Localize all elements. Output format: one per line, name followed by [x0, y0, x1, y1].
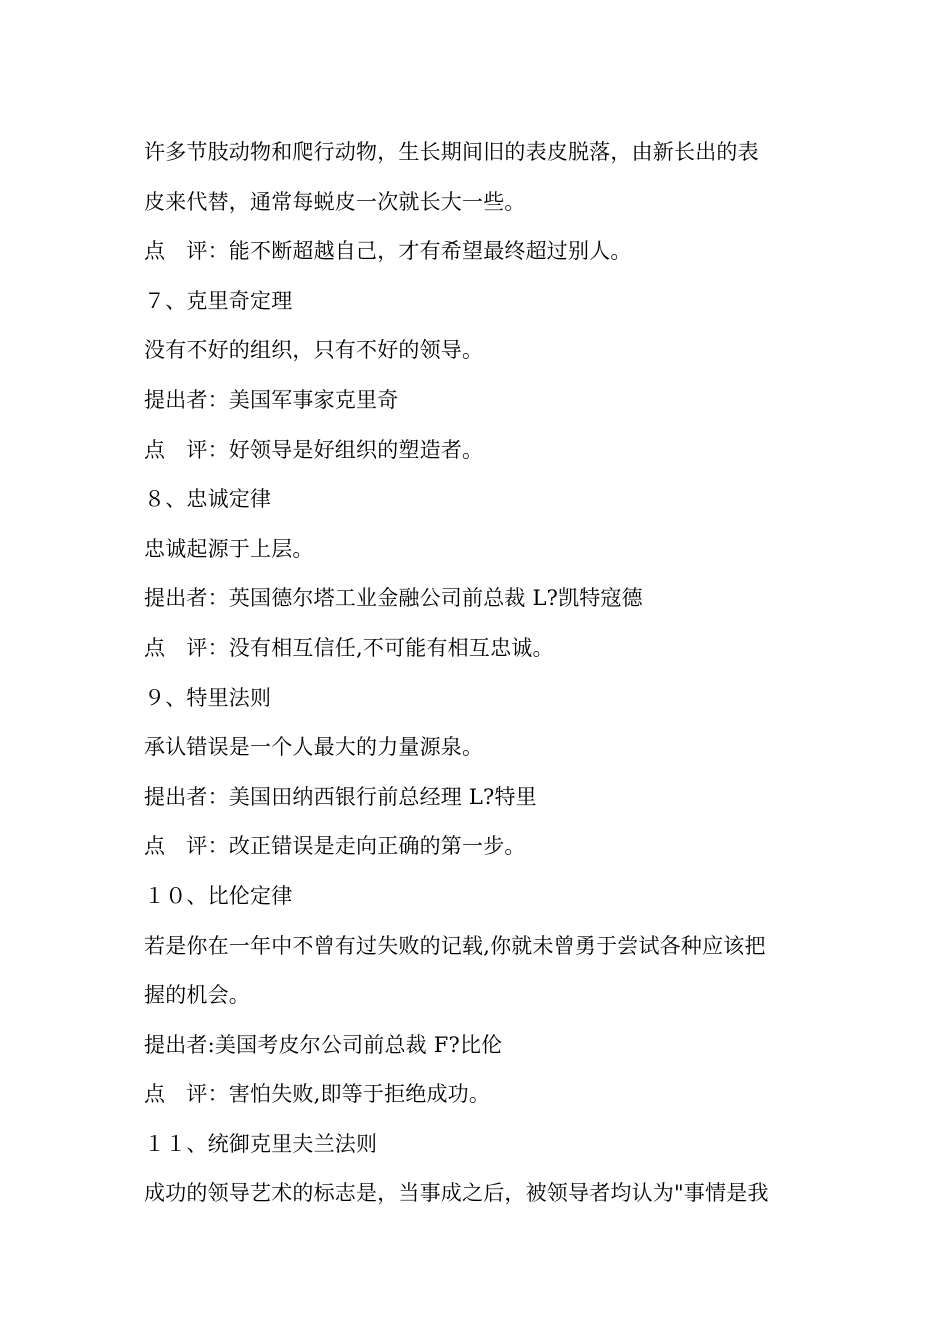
section-heading-9: ９、特里法则: [144, 685, 272, 710]
section-heading-8: ８、忠诚定律: [144, 487, 272, 512]
law-statement-line-1: 若是你在一年中不曾有过失败的记载,你就未曾勇于尝试各种应该把: [144, 933, 766, 958]
comment-line: 点 评：害怕失败,即等于拒绝成功。: [144, 1082, 491, 1107]
paragraph-line-1: 许多节肢动物和爬行动物，生长期间旧的表皮脱落，由新长出的表: [144, 140, 759, 164]
comment-line: 点 评：没有相互信任,不可能有相互忠诚。: [144, 635, 554, 660]
paragraph-line-2: 皮来代替，通常每蜕皮一次就长大一些。: [144, 189, 526, 214]
law-statement: 忠诚起源于上层。: [144, 536, 314, 561]
law-statement-line-1: 成功的领导艺术的标志是，当事成之后，被领导者均认为"事情是我: [144, 1181, 769, 1206]
proposer-line: 提出者：美国军事家克里奇: [144, 387, 399, 412]
comment-line: 点 评：能不断超越自己，才有希望最终超过别人。: [144, 239, 632, 264]
proposer-line: 提出者：美国田纳西银行前总经理 L?特里: [144, 784, 537, 809]
law-statement-line-2: 握的机会。: [144, 983, 250, 1008]
law-statement: 承认错误是一个人最大的力量源泉。: [144, 735, 484, 760]
proposer-line: 提出者：英国德尔塔工业金融公司前总裁 L?凯特寇德: [144, 586, 643, 611]
comment-line: 点 评：好领导是好组织的塑造者。: [144, 437, 484, 462]
comment-line: 点 评：改正错误是走向正确的第一步。: [144, 834, 526, 859]
section-heading-7: ７、克里奇定理: [144, 288, 293, 313]
section-heading-10: １０、比伦定律: [144, 883, 293, 908]
proposer-line: 提出者:美国考皮尔公司前总裁 F?比伦: [144, 1032, 503, 1057]
section-heading-11: １１、统御克里夫兰法则: [144, 1131, 378, 1156]
law-statement: 没有不好的组织，只有不好的领导。: [144, 338, 484, 363]
document-body: [144, 132, 824, 1223]
